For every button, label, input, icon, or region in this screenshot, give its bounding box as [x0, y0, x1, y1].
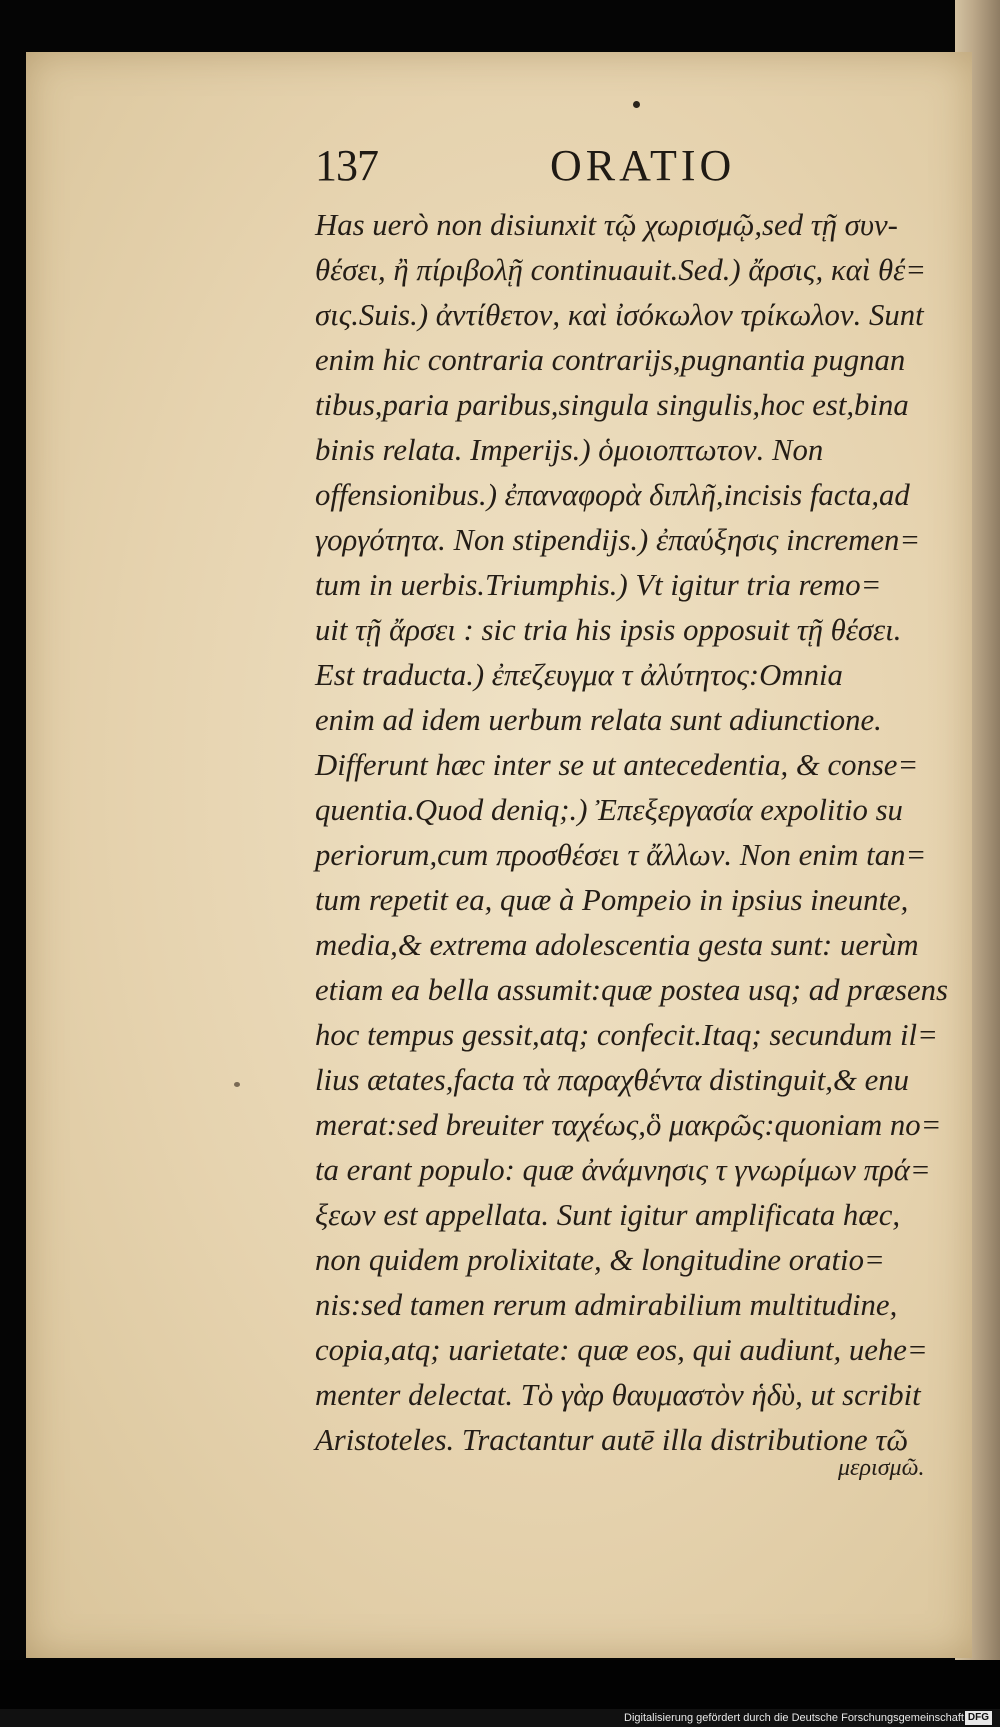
text-line: etiam ea bella assumit:quæ postea usq; ad præsens	[315, 972, 948, 1007]
text-line: non quidem prolixitate, & longitudine oratio=	[315, 1242, 885, 1277]
text-line: menter delectat. Τὸ γὰρ θαυμαστὸν ἡδὺ, ut scribit	[315, 1377, 921, 1412]
text-line: Aristoteles. Tractantur autē illa distributione τῶ	[315, 1422, 909, 1457]
text-line: θέσει, ἢ πίριβολῇ continuauit.Sed.) ἄρσις, καὶ θέ=	[315, 252, 926, 287]
text-line: tum in uerbis.Triumphis.) Vt igitur tria remo=	[315, 567, 882, 602]
text-line: offensionibus.) ἐπαναφορὰ διπλῆ,incisis facta,ad	[315, 477, 910, 512]
text-line: ξεων est appellata. Sunt igitur amplificata hæc,	[315, 1197, 901, 1232]
text-line: Has uerò non disiunxit τῷ χωρισμῷ,sed τῇ συν-	[315, 207, 898, 242]
text-line: lius ætates,facta τὰ παραχθέντα distinguit,& enu	[315, 1062, 909, 1097]
text-line: enim ad idem uerbum relata sunt adiunctione.	[315, 702, 882, 737]
text-line: Est traducta.) ἐπεζευγμα τ ἀλύτητος:Omnia	[315, 657, 843, 692]
text-line: binis relata. Imperijs.) ὁμοιοπτωτον. Non	[315, 432, 824, 467]
running-head: ORATIO	[550, 141, 736, 190]
dfg-logo: DFG	[965, 1711, 992, 1725]
text-line: copia,atq; uarietate: quæ eos, qui audiunt, uehe=	[315, 1332, 928, 1367]
scan-bottom-margin	[0, 1660, 1000, 1709]
text-line: merat:sed breuiter ταχέως,ὃ μακρῶς:quoniam no=	[315, 1107, 942, 1142]
page-stain	[234, 1082, 240, 1087]
page-number: 137	[315, 141, 378, 190]
text-line: Differunt hæc inter se ut antecedentia, & conse=	[315, 747, 919, 782]
text-line: σις.Suis.) ἀντίθετον, καὶ ἰσόκωλον τρίκωλον. Sunt	[315, 297, 924, 332]
funding-notice: Digitalisierung gefördert durch die Deutsche Forschungsgemeinschaft	[624, 1712, 964, 1724]
text-line: tum repetit ea, quæ à Pompeio in ipsius ineunte,	[315, 882, 909, 917]
catchword: μερισμῶ.	[838, 1455, 925, 1481]
text-line: quentia.Quod deniq;.) Ἐπεξεργασία expolitio su	[315, 792, 903, 827]
text-line: enim hic contraria contrarijs,pugnantia pugnan	[315, 342, 906, 377]
text-line: nis:sed tamen rerum admirabilium multitudine,	[315, 1287, 898, 1322]
ink-dot	[633, 101, 640, 108]
text-line: γοργότητα. Non stipendijs.) ἐπαύξησις incremen=	[315, 522, 921, 557]
text-line: tibus,paria paribus,singula singulis,hoc est,bina	[315, 387, 909, 422]
text-line: periorum,cum προσθέσει τ ἄλλων. Non enim tan=	[315, 837, 927, 872]
text-line: hoc tempus gessit,atq; confecit.Itaq; secundum il=	[315, 1017, 938, 1052]
text-line: ta erant populo: quæ ἀνάμνησις τ γνωρίμων πρά=	[315, 1152, 931, 1187]
text-line: uit τῇ ἄρσει : sic tria his ipsis opposuit τῇ θέσει.	[315, 612, 902, 647]
text-line: media,& extrema adolescentia gesta sunt: uerùm	[315, 927, 919, 962]
text-block	[315, 202, 960, 1462]
